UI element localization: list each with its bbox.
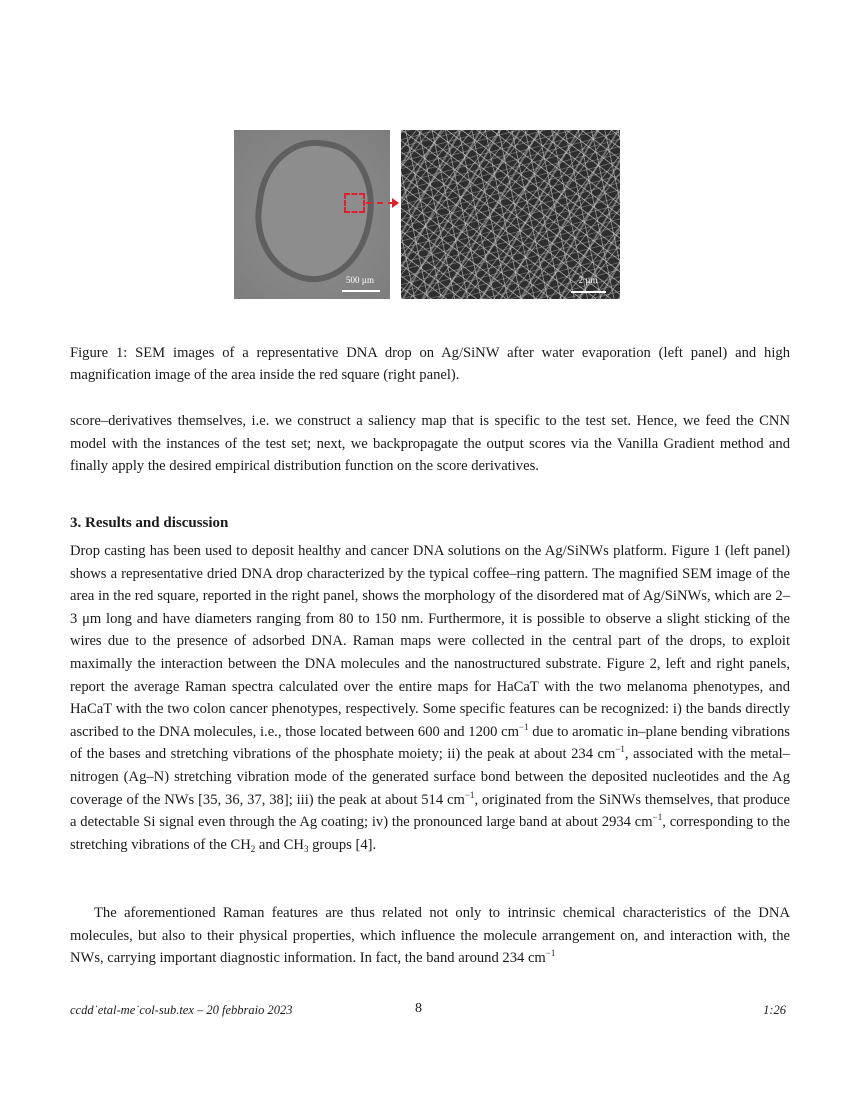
arrow-head-icon <box>392 198 399 208</box>
superscript: −1 <box>615 744 625 755</box>
superscript: −1 <box>464 789 475 800</box>
scale-label-right: 2 µm <box>578 275 598 285</box>
page-number: 8 <box>415 1001 422 1016</box>
paragraph-raman-features <box>70 902 790 970</box>
figure-1 <box>234 130 624 300</box>
sem-image-left <box>234 130 390 299</box>
paragraph-saliency: score–derivatives themselves, i.e. we construct a saliency map that is specific to the test set. Hence, we feed the CNN model with the instances of the test set; next, we backpropagate the output scores via the Vanilla Gradient method and finally apply the desired empirical distribution function on the score derivatives. <box>70 413 790 475</box>
subscript: 3 <box>303 843 309 854</box>
text-run: Drop casting has been used to deposit healthy and cancer DNA solutions on the Ag/SiNWs platform. Figure 1 (left panel) shows a representative dried DNA drop characterized by the typical coffee–ring pattern. The magnified SEM image of the area in the red square, reported in the right panel, shows the morphology of the disordered mat of Ag/SiNWs, which are 2–3 μm long and have diameters ranging from 80 to 150 nm. Furthermore, it is possible to observe a slight sticking of the wires due to the presence of adsorbed DNA. Raman maps were collected in the central part of the drops, to exploit maximally the interaction between the DNA molecules and the nanostructured substrate. Figure 2, left and right panels, report the average Raman spectra calculated over the entire maps for HaCaT with the two melanoma phenotypes, and HaCaT with the two colon cancer phenotypes, respectively. Some specific features can be recognized: i) the bands directly ascribed to the DNA molecules, i.e., those located between 600 and 1200 cm <box>70 543 790 740</box>
arrow-line <box>366 202 394 204</box>
text-run: , corresponding to the stretching vibrations of the CH <box>70 814 791 853</box>
scale-bar-left <box>342 290 380 292</box>
text-run: The aforementioned Raman features are thus related not only to intrinsic chemical characteristics of the DNA molecules, but also to their physical properties, which influence the molecule arrangement on, and interaction with, the NWs, carrying important diagnostic information. In fact, the band around 234 cm <box>70 905 790 967</box>
text-run: and CH <box>255 836 304 853</box>
footer-time: 1:26 <box>763 1003 786 1017</box>
figure-caption: Figure 1: SEM images of a representative DNA drop on Ag/SiNW after water evaporation (left panel) and high magnification image of the area inside the red square (right panel). <box>70 345 790 383</box>
scale-label-left: 500 µm <box>346 275 374 285</box>
text-run: , originated from the SiNWs themselves, that produce a detectable Si signal even through the Ag coating; iv) the pronounced large band at about 2934 cm <box>70 791 791 831</box>
text-run: , associated with the metal–nitrogen (Ag–N) stretching vibration mode of the generated surface bond between the deposited nucleotides and the Ag coverage of the NWs [35, 36, 37, 38]; iii) the peak at about 514 cm <box>70 746 790 808</box>
text-run: groups [4]. <box>308 836 377 853</box>
scale-bar-right <box>571 291 606 293</box>
subscript: 2 <box>250 843 256 854</box>
sem-image-right <box>401 130 620 299</box>
text-run: due to aromatic in–plane bending vibrations of the bases and stretching vibrations of the phosphate moiety; ii) the peak at about 234 cm <box>70 723 790 763</box>
paragraph-results <box>70 540 790 856</box>
highlight-square <box>344 193 365 213</box>
superscript: −1 <box>545 948 556 959</box>
footer-filename-date: ccdd˙etal-me˙col-sub.tex – 20 febbraio 2023 <box>70 1003 293 1017</box>
page-footer <box>70 1003 790 1023</box>
section-heading: 3. Results and discussion <box>70 515 229 531</box>
superscript: −1 <box>652 812 663 823</box>
superscript: −1 <box>519 721 529 732</box>
